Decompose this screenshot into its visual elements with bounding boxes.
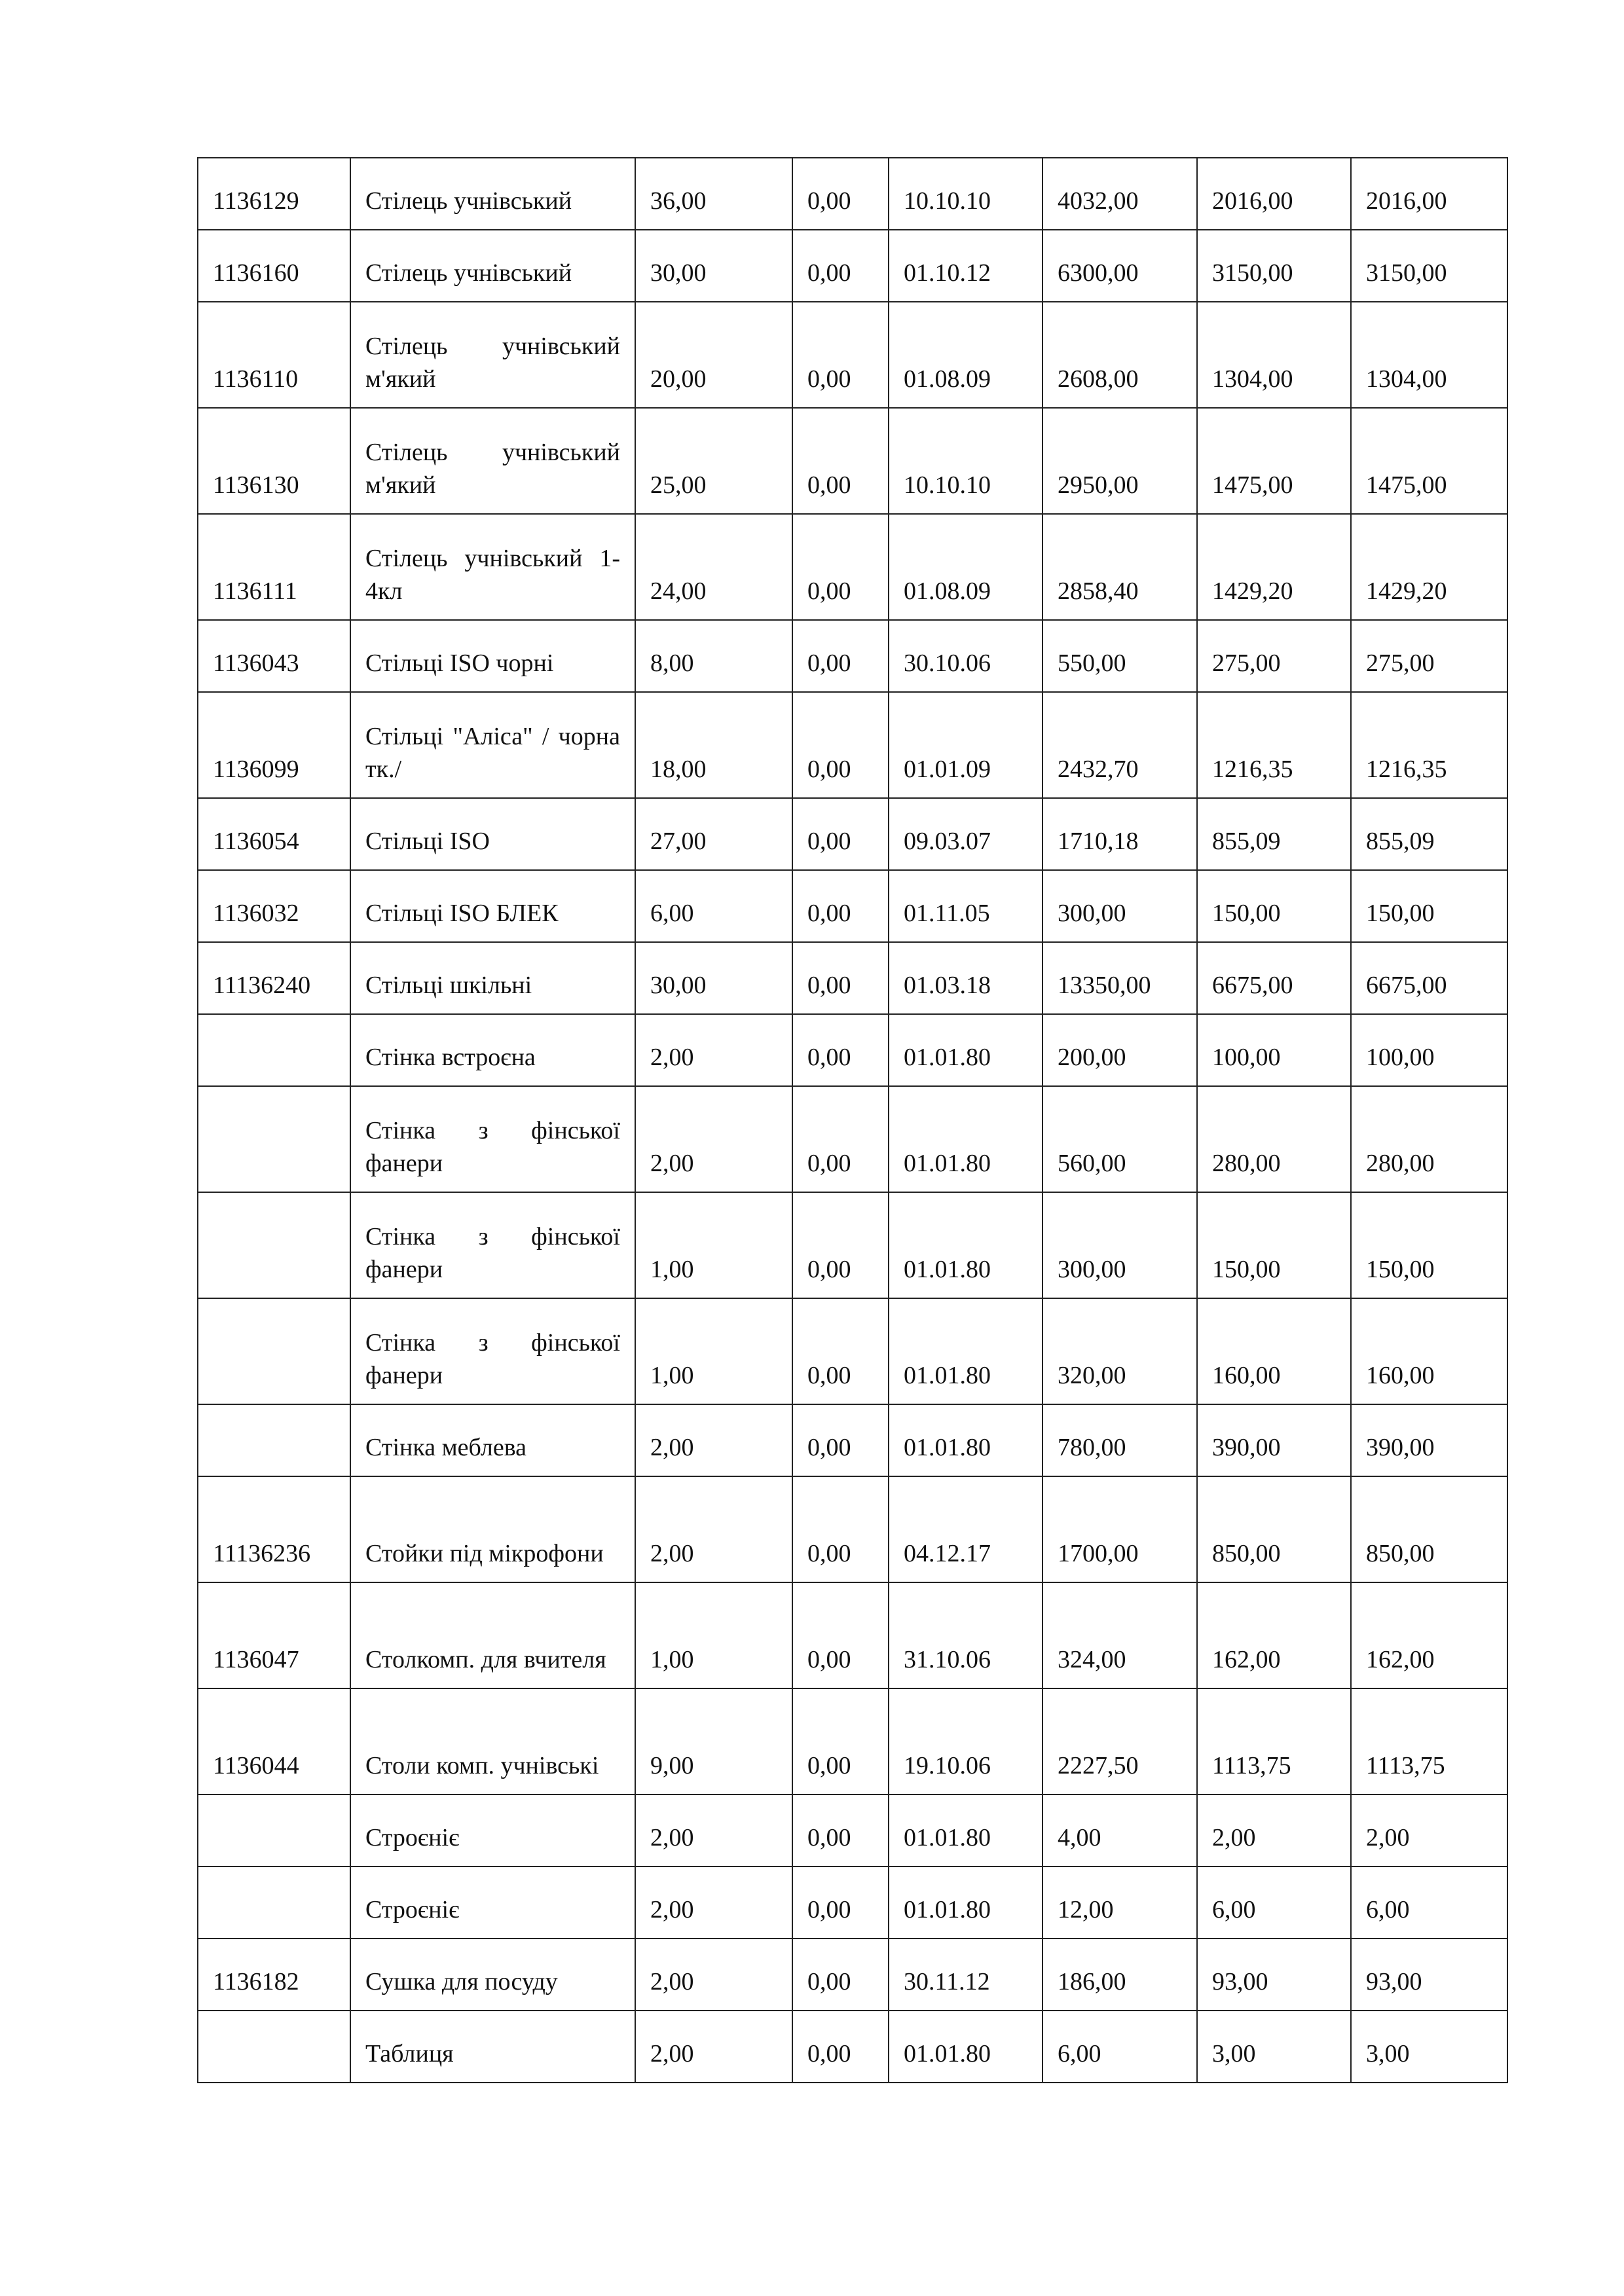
item-date-cell: 01.08.09 bbox=[889, 302, 1043, 408]
table-row bbox=[198, 1476, 1507, 1582]
item-half-amount-2-cell: 1216,35 bbox=[1351, 692, 1507, 798]
table-row bbox=[198, 692, 1507, 798]
item-code-cell bbox=[198, 1298, 350, 1404]
item-code-cell: 1136160 bbox=[198, 230, 350, 302]
item-date-cell: 31.10.06 bbox=[889, 1582, 1043, 1688]
item-zero-value-cell: 0,00 bbox=[792, 870, 889, 942]
item-zero-value-cell: 0,00 bbox=[792, 2011, 889, 2083]
table-row bbox=[198, 1404, 1507, 1476]
item-date-cell: 30.11.12 bbox=[889, 1939, 1043, 2011]
item-zero-value-cell: 0,00 bbox=[792, 1582, 889, 1688]
item-quantity-cell: 30,00 bbox=[635, 942, 792, 1014]
item-quantity-cell: 6,00 bbox=[635, 870, 792, 942]
item-total-amount-cell: 550,00 bbox=[1043, 620, 1197, 692]
item-half-amount-2-cell: 3,00 bbox=[1351, 2011, 1507, 2083]
item-total-amount-cell: 6,00 bbox=[1043, 2011, 1197, 2083]
item-name-cell: Стілець учнівський bbox=[350, 158, 635, 230]
item-code-cell bbox=[198, 1014, 350, 1086]
item-half-amount-cell: 6,00 bbox=[1197, 1867, 1351, 1939]
item-date-cell: 01.01.09 bbox=[889, 692, 1043, 798]
item-half-amount-cell: 1216,35 bbox=[1197, 692, 1351, 798]
item-half-amount-cell: 1429,20 bbox=[1197, 514, 1351, 620]
item-name-cell: Стілець учнівський м'який bbox=[350, 302, 635, 408]
item-total-amount-cell: 320,00 bbox=[1043, 1298, 1197, 1404]
item-date-cell: 01.01.80 bbox=[889, 2011, 1043, 2083]
item-date-cell: 01.01.80 bbox=[889, 1404, 1043, 1476]
item-half-amount-cell: 1304,00 bbox=[1197, 302, 1351, 408]
item-code-cell bbox=[198, 1404, 350, 1476]
table-row bbox=[198, 1582, 1507, 1688]
table-row bbox=[198, 158, 1507, 230]
item-zero-value-cell: 0,00 bbox=[792, 1795, 889, 1867]
item-name-cell: Стілець учнівський 1-4кл bbox=[350, 514, 635, 620]
item-quantity-cell: 1,00 bbox=[635, 1192, 792, 1298]
item-name-cell: Стільці ISO БЛЕК bbox=[350, 870, 635, 942]
item-zero-value-cell: 0,00 bbox=[792, 158, 889, 230]
item-half-amount-2-cell: 162,00 bbox=[1351, 1582, 1507, 1688]
item-half-amount-cell: 855,09 bbox=[1197, 798, 1351, 870]
item-quantity-cell: 9,00 bbox=[635, 1688, 792, 1795]
item-name-cell: Стілець учнівський м'який bbox=[350, 408, 635, 514]
item-half-amount-cell: 1475,00 bbox=[1197, 408, 1351, 514]
table-body bbox=[198, 158, 1507, 2083]
item-total-amount-cell: 200,00 bbox=[1043, 1014, 1197, 1086]
item-zero-value-cell: 0,00 bbox=[792, 1939, 889, 2011]
item-name-cell: Стінка з фінської фанери bbox=[350, 1086, 635, 1192]
item-total-amount-cell: 324,00 bbox=[1043, 1582, 1197, 1688]
item-zero-value-cell: 0,00 bbox=[792, 1688, 889, 1795]
item-total-amount-cell: 6300,00 bbox=[1043, 230, 1197, 302]
inventory-table bbox=[197, 157, 1508, 2083]
item-name-cell: Стінка з фінської фанери bbox=[350, 1298, 635, 1404]
item-name-cell: Стільці ISO bbox=[350, 798, 635, 870]
item-half-amount-cell: 2016,00 bbox=[1197, 158, 1351, 230]
item-code-cell: 1136130 bbox=[198, 408, 350, 514]
item-code-cell: 1136182 bbox=[198, 1939, 350, 2011]
item-half-amount-cell: 93,00 bbox=[1197, 1939, 1351, 2011]
item-quantity-cell: 36,00 bbox=[635, 158, 792, 230]
item-date-cell: 01.03.18 bbox=[889, 942, 1043, 1014]
item-quantity-cell: 1,00 bbox=[635, 1298, 792, 1404]
table-row bbox=[198, 1086, 1507, 1192]
item-total-amount-cell: 560,00 bbox=[1043, 1086, 1197, 1192]
table-row bbox=[198, 1867, 1507, 1939]
item-code-cell bbox=[198, 1867, 350, 1939]
item-date-cell: 04.12.17 bbox=[889, 1476, 1043, 1582]
item-zero-value-cell: 0,00 bbox=[792, 1298, 889, 1404]
item-date-cell: 01.01.80 bbox=[889, 1298, 1043, 1404]
item-quantity-cell: 8,00 bbox=[635, 620, 792, 692]
table-row bbox=[198, 408, 1507, 514]
item-half-amount-2-cell: 850,00 bbox=[1351, 1476, 1507, 1582]
item-date-cell: 19.10.06 bbox=[889, 1688, 1043, 1795]
item-date-cell: 30.10.06 bbox=[889, 620, 1043, 692]
item-half-amount-2-cell: 150,00 bbox=[1351, 870, 1507, 942]
item-half-amount-2-cell: 93,00 bbox=[1351, 1939, 1507, 2011]
item-date-cell: 01.01.80 bbox=[889, 1867, 1043, 1939]
item-total-amount-cell: 2608,00 bbox=[1043, 302, 1197, 408]
item-half-amount-2-cell: 2,00 bbox=[1351, 1795, 1507, 1867]
item-zero-value-cell: 0,00 bbox=[792, 1014, 889, 1086]
item-half-amount-2-cell: 6,00 bbox=[1351, 1867, 1507, 1939]
item-zero-value-cell: 0,00 bbox=[792, 514, 889, 620]
item-date-cell: 01.01.80 bbox=[889, 1086, 1043, 1192]
item-quantity-cell: 18,00 bbox=[635, 692, 792, 798]
item-zero-value-cell: 0,00 bbox=[792, 302, 889, 408]
item-name-cell: Столкомп. для вчителя bbox=[350, 1582, 635, 1688]
table-row bbox=[198, 870, 1507, 942]
item-date-cell: 01.01.80 bbox=[889, 1014, 1043, 1086]
item-half-amount-cell: 275,00 bbox=[1197, 620, 1351, 692]
item-half-amount-cell: 150,00 bbox=[1197, 870, 1351, 942]
item-zero-value-cell: 0,00 bbox=[792, 1404, 889, 1476]
table-row bbox=[198, 1298, 1507, 1404]
item-name-cell: Таблиця bbox=[350, 2011, 635, 2083]
item-code-cell: 1136129 bbox=[198, 158, 350, 230]
item-date-cell: 01.01.80 bbox=[889, 1192, 1043, 1298]
item-date-cell: 01.10.12 bbox=[889, 230, 1043, 302]
item-name-cell: Стільці шкільні bbox=[350, 942, 635, 1014]
item-half-amount-2-cell: 3150,00 bbox=[1351, 230, 1507, 302]
item-half-amount-cell: 160,00 bbox=[1197, 1298, 1351, 1404]
item-zero-value-cell: 0,00 bbox=[792, 230, 889, 302]
item-name-cell: Стінка меблева bbox=[350, 1404, 635, 1476]
item-half-amount-2-cell: 1429,20 bbox=[1351, 514, 1507, 620]
table-row bbox=[198, 620, 1507, 692]
item-zero-value-cell: 0,00 bbox=[792, 1476, 889, 1582]
item-code-cell: 1136054 bbox=[198, 798, 350, 870]
item-code-cell: 1136044 bbox=[198, 1688, 350, 1795]
item-quantity-cell: 1,00 bbox=[635, 1582, 792, 1688]
item-half-amount-2-cell: 390,00 bbox=[1351, 1404, 1507, 1476]
item-half-amount-2-cell: 6675,00 bbox=[1351, 942, 1507, 1014]
item-quantity-cell: 2,00 bbox=[635, 1476, 792, 1582]
item-quantity-cell: 2,00 bbox=[635, 1086, 792, 1192]
item-code-cell bbox=[198, 2011, 350, 2083]
item-half-amount-2-cell: 1113,75 bbox=[1351, 1688, 1507, 1795]
item-half-amount-cell: 1113,75 bbox=[1197, 1688, 1351, 1795]
item-half-amount-cell: 162,00 bbox=[1197, 1582, 1351, 1688]
item-total-amount-cell: 4032,00 bbox=[1043, 158, 1197, 230]
item-quantity-cell: 25,00 bbox=[635, 408, 792, 514]
item-half-amount-2-cell: 1475,00 bbox=[1351, 408, 1507, 514]
item-half-amount-cell: 150,00 bbox=[1197, 1192, 1351, 1298]
item-total-amount-cell: 13350,00 bbox=[1043, 942, 1197, 1014]
item-zero-value-cell: 0,00 bbox=[792, 798, 889, 870]
item-half-amount-cell: 390,00 bbox=[1197, 1404, 1351, 1476]
item-name-cell: Стінка з фінської фанери bbox=[350, 1192, 635, 1298]
item-code-cell bbox=[198, 1795, 350, 1867]
item-quantity-cell: 2,00 bbox=[635, 1867, 792, 1939]
item-name-cell: Строєніє bbox=[350, 1867, 635, 1939]
table-row bbox=[198, 230, 1507, 302]
item-half-amount-cell: 280,00 bbox=[1197, 1086, 1351, 1192]
item-zero-value-cell: 0,00 bbox=[792, 620, 889, 692]
table-row bbox=[198, 1014, 1507, 1086]
table-row bbox=[198, 2011, 1507, 2083]
item-zero-value-cell: 0,00 bbox=[792, 942, 889, 1014]
item-date-cell: 10.10.10 bbox=[889, 408, 1043, 514]
item-name-cell: Стілець учнівський bbox=[350, 230, 635, 302]
item-half-amount-cell: 3150,00 bbox=[1197, 230, 1351, 302]
item-quantity-cell: 2,00 bbox=[635, 1939, 792, 2011]
table-row bbox=[198, 514, 1507, 620]
item-half-amount-2-cell: 1304,00 bbox=[1351, 302, 1507, 408]
table-row bbox=[198, 1688, 1507, 1795]
item-name-cell: Стільці ISO чорні bbox=[350, 620, 635, 692]
item-zero-value-cell: 0,00 bbox=[792, 692, 889, 798]
item-quantity-cell: 30,00 bbox=[635, 230, 792, 302]
item-quantity-cell: 2,00 bbox=[635, 2011, 792, 2083]
item-total-amount-cell: 300,00 bbox=[1043, 1192, 1197, 1298]
item-half-amount-cell: 2,00 bbox=[1197, 1795, 1351, 1867]
item-zero-value-cell: 0,00 bbox=[792, 408, 889, 514]
item-zero-value-cell: 0,00 bbox=[792, 1086, 889, 1192]
item-half-amount-2-cell: 275,00 bbox=[1351, 620, 1507, 692]
item-total-amount-cell: 4,00 bbox=[1043, 1795, 1197, 1867]
item-code-cell: 1136032 bbox=[198, 870, 350, 942]
item-total-amount-cell: 2858,40 bbox=[1043, 514, 1197, 620]
item-code-cell: 11136236 bbox=[198, 1476, 350, 1582]
item-total-amount-cell: 12,00 bbox=[1043, 1867, 1197, 1939]
item-code-cell bbox=[198, 1192, 350, 1298]
item-quantity-cell: 2,00 bbox=[635, 1014, 792, 1086]
item-total-amount-cell: 300,00 bbox=[1043, 870, 1197, 942]
item-half-amount-2-cell: 160,00 bbox=[1351, 1298, 1507, 1404]
item-half-amount-2-cell: 280,00 bbox=[1351, 1086, 1507, 1192]
item-half-amount-2-cell: 2016,00 bbox=[1351, 158, 1507, 230]
item-code-cell: 1136047 bbox=[198, 1582, 350, 1688]
item-code-cell bbox=[198, 1086, 350, 1192]
item-quantity-cell: 27,00 bbox=[635, 798, 792, 870]
item-total-amount-cell: 2432,70 bbox=[1043, 692, 1197, 798]
table-row bbox=[198, 942, 1507, 1014]
item-date-cell: 01.01.80 bbox=[889, 1795, 1043, 1867]
item-name-cell: Строєніє bbox=[350, 1795, 635, 1867]
item-code-cell: 1136043 bbox=[198, 620, 350, 692]
item-date-cell: 01.08.09 bbox=[889, 514, 1043, 620]
item-half-amount-2-cell: 100,00 bbox=[1351, 1014, 1507, 1086]
item-code-cell: 1136111 bbox=[198, 514, 350, 620]
item-date-cell: 01.11.05 bbox=[889, 870, 1043, 942]
item-total-amount-cell: 2950,00 bbox=[1043, 408, 1197, 514]
item-quantity-cell: 2,00 bbox=[635, 1404, 792, 1476]
table-row bbox=[198, 798, 1507, 870]
item-zero-value-cell: 0,00 bbox=[792, 1192, 889, 1298]
item-quantity-cell: 2,00 bbox=[635, 1795, 792, 1867]
item-zero-value-cell: 0,00 bbox=[792, 1867, 889, 1939]
item-name-cell: Стінка встроєна bbox=[350, 1014, 635, 1086]
item-half-amount-cell: 850,00 bbox=[1197, 1476, 1351, 1582]
item-total-amount-cell: 186,00 bbox=[1043, 1939, 1197, 2011]
item-name-cell: Стойки під мікрофони bbox=[350, 1476, 635, 1582]
table-row bbox=[198, 302, 1507, 408]
item-total-amount-cell: 2227,50 bbox=[1043, 1688, 1197, 1795]
item-total-amount-cell: 1700,00 bbox=[1043, 1476, 1197, 1582]
item-half-amount-cell: 100,00 bbox=[1197, 1014, 1351, 1086]
item-half-amount-2-cell: 855,09 bbox=[1351, 798, 1507, 870]
item-total-amount-cell: 780,00 bbox=[1043, 1404, 1197, 1476]
item-date-cell: 09.03.07 bbox=[889, 798, 1043, 870]
item-name-cell: Сушка для посуду bbox=[350, 1939, 635, 2011]
item-half-amount-cell: 6675,00 bbox=[1197, 942, 1351, 1014]
item-code-cell: 11136240 bbox=[198, 942, 350, 1014]
item-quantity-cell: 20,00 bbox=[635, 302, 792, 408]
item-quantity-cell: 24,00 bbox=[635, 514, 792, 620]
item-name-cell: Столи комп. учнівські bbox=[350, 1688, 635, 1795]
table-row bbox=[198, 1795, 1507, 1867]
item-half-amount-cell: 3,00 bbox=[1197, 2011, 1351, 2083]
item-code-cell: 1136099 bbox=[198, 692, 350, 798]
table-row bbox=[198, 1192, 1507, 1298]
table-row bbox=[198, 1939, 1507, 2011]
item-half-amount-2-cell: 150,00 bbox=[1351, 1192, 1507, 1298]
item-code-cell: 1136110 bbox=[198, 302, 350, 408]
item-date-cell: 10.10.10 bbox=[889, 158, 1043, 230]
item-name-cell: Стільці "Аліса" / чорна тк./ bbox=[350, 692, 635, 798]
item-total-amount-cell: 1710,18 bbox=[1043, 798, 1197, 870]
